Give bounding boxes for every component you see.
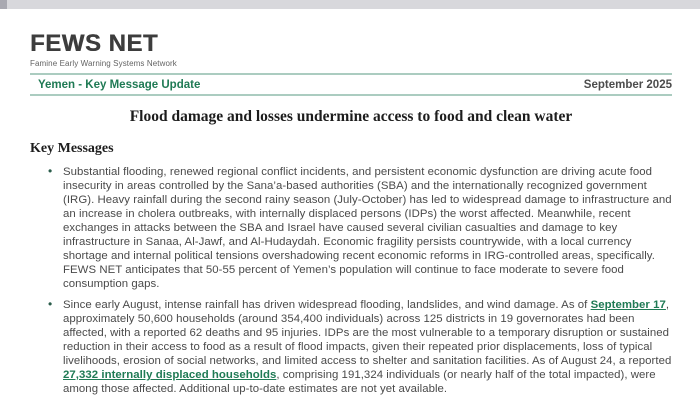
key-message-1-text: Substantial flooding, renewed regional conflict incidents, and persistent economic dysfunction are driving acute food insecurity in areas controlled by the Sana’a-based authorities (SBA) and the internationally recognized government (IRG). Heavy rainfall during the second rainy season (July-October) has led to widespread damage to infrastructure and an increase in cholera outbreaks, with internally displaced persons (IDPs) the worst affected. Meanwhile, recent exchanges in attacks between the SBA and Israel have caused several civilian casualties and damage to key infrastructure in Sanaa, Al-Jawf, and Al-Hudaydah. Economic fragility persists countrywide, with a local currency shortage and internal political tensions overshadowing recent economic reforms in IRG-controlled areas, specifically. FEWS NET anticipates that 50-55 percent of Yemen’s population will continue to face moderate to severe food consumption gaps. [63,166,672,290]
fewsnet-logo: FEWS NET [30,30,158,57]
divider-bottom [30,94,672,96]
key-message-2-text-b: , approximately 50,600 households (around 354,400 individuals) across 125 districts in 19 governorates had been affected, with a reported 62 deaths and 95 injuries. IDPs are the most vulnerable to a temporary disruption or sustained reduction in their access to food as a result of flood impacts, given their repeated prior displacements, loss of typical livelihoods, erosion of social networks, and limited access to shelter and sanitation facilities. As of August 24, a reported [63,299,672,367]
key-message-item-2 [47,298,672,396]
report-name: Yemen - Key Message Update [38,79,201,91]
page-title: Flood damage and losses undermine access to food and clean water [129,108,573,125]
idp-households-link[interactable]: 27,332 internally displaced households [63,369,277,381]
key-messages-heading: Key Messages [30,141,114,156]
key-message-2-text-c: , comprising 191,324 individuals (or nearly half of the total impacted), were among those affected. Additional up-to-date estimates are not yet available. [63,369,656,395]
top-left-corner-mark [0,0,7,9]
september-17-link[interactable]: September 17 [590,299,666,311]
key-message-item-1 [47,165,672,291]
report-date: September 2025 [583,79,672,91]
logo-tagline: Famine Early Warning Systems Network [30,59,177,68]
top-window-bar [0,0,700,9]
key-messages-list [30,165,672,396]
report-meta-row [30,75,672,94]
key-message-2-text-a: Since early August, intense rainfall has driven widespread flooding, landslides, and wind damage. As of [63,299,591,311]
report-content [0,32,700,396]
